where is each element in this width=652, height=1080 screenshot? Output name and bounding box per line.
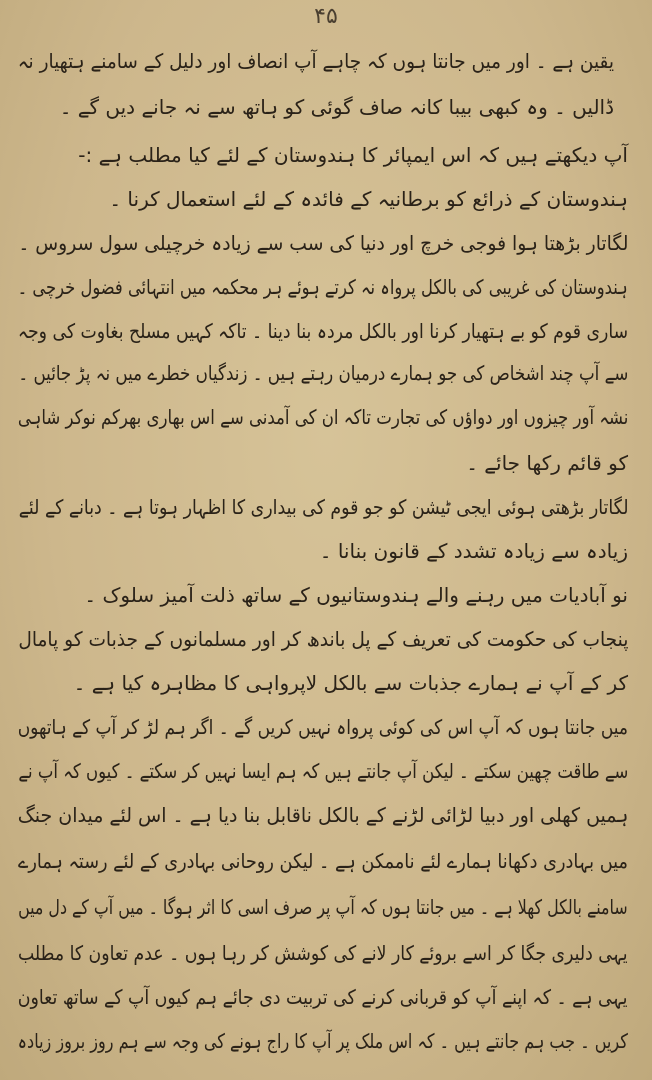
text-line: ساری قوم کو بے ہتھیار کرنا اور بالکل مردہ بنا دینا ۔ تاکہ کہیں مسلح بغاوت کی وجہ	[17, 319, 628, 343]
text-line: ڈالیں ۔ وہ کبھی بیبا کانہ صاف گوئی کو ہاتھ سے نہ جانے دیں گے ۔	[59, 95, 614, 119]
text-line: آپ دیکھتے ہیں کہ اس ایمپائر کا ہندوستان کے لئے کیا مطلب ہے :-	[78, 143, 628, 167]
text-line: ہمیں کھلی اور دبیا لڑائی لڑنے کے بالکل ناقابل بنا دیا ہے ۔ اس لئے میدان جنگ	[17, 803, 628, 827]
page-number: ۴۵	[314, 4, 338, 29]
text-line: لگاتار بڑھتا ہوا فوجی خرچ اور دنیا کی سب سے زیادہ خرچیلی سول سروس ۔	[17, 231, 628, 255]
text-line: یقین ہے ۔ اور میں جانتا ہوں کہ چاہے آپ انصاف اور دلیل کے سامنے ہتھیار نہ	[17, 49, 614, 73]
text-line: میں بہادری دکھانا ہمارے لئے ناممکن ہے ۔ لیکن روحانی بہادری کے لئے رستہ ہمارے	[18, 849, 628, 873]
text-line: لگاتار بڑھتی ہوئی ایجی ٹیشن کو جو قوم کی بیداری کا اظہار ہوتا ہے ۔ دبانے کے لئے	[18, 495, 628, 519]
text-line: سے طاقت چھین سکتے ۔ لیکن آپ جانتے ہیں کہ ہم ایسا نہیں کر سکتے ۔ کیوں کہ آپ نے	[18, 759, 628, 783]
text-line: میں جانتا ہوں کہ آپ اس کی کوئی پرواہ نہیں کریں گے ۔ اگر ہم لڑ کر آپ کے ہاتھوں	[17, 715, 628, 739]
text-line: کو قائم رکھا جائے ۔	[466, 451, 628, 475]
text-line: ہندوستان کے ذرائع کو برطانیہ کے فائدہ کے لئے استعمال کرنا ۔	[109, 187, 628, 211]
text-line: سے آپ چند اشخاص کی جو ہمارے درمیان رہتے ہیں ۔ زندگیاں خطرے میں نہ پڑ جائیں ۔	[18, 361, 628, 385]
text-line: کر کے آپ نے ہمارے جذبات سے بالکل لاپرواہی کا مظاہرہ کیا ہے ۔	[73, 671, 628, 695]
text-line: یہی دلیری جگا کر اسے بروئے کار لانے کی کوشش کر رہا ہوں ۔ عدم تعاون کا مطلب	[18, 941, 628, 965]
text-line: پنجاب کی حکومت کی تعریف کے پل باندھ کر اور مسلمانوں کے جذبات کو پامال	[17, 627, 628, 651]
text-line: نو آبادیات میں رہنے والے ہندوستانیوں کے ساتھ ذلت آمیز سلوک ۔	[84, 583, 628, 607]
text-line: نشہ آور چیزوں اور دواؤں کی تجارت تاکہ ان کی آمدنی سے اس بھاری بھرکم نوکر شاہی	[17, 405, 628, 429]
text-line: سامنے بالکل کھلا ہے ۔ میں جانتا ہوں کہ آپ پر صرف اسی کا اثر ہوگا ۔ میں آپ کے دل میں	[18, 895, 628, 919]
text-line: زیادہ سے زیادہ تشدد کے قانون بنانا ۔	[319, 539, 628, 563]
text-line: کریں ۔ جب ہم جانتے ہیں ۔ کہ اس ملک پر آپ کا راج ہونے کی وجہ سے ہم روز بروز زیادہ	[17, 1029, 628, 1053]
text-line: ہندوستان کی غریبی کی بالکل پرواہ نہ کرتے ہوئے ہر محکمہ میں انتہائی فضول خرچی ۔	[17, 275, 628, 299]
text-line: یہی ہے ۔ کہ اپنے آپ کو قربانی کرنے کی تربیت دی جائے ہم کیوں آپ کے ساتھ تعاون	[18, 985, 628, 1009]
